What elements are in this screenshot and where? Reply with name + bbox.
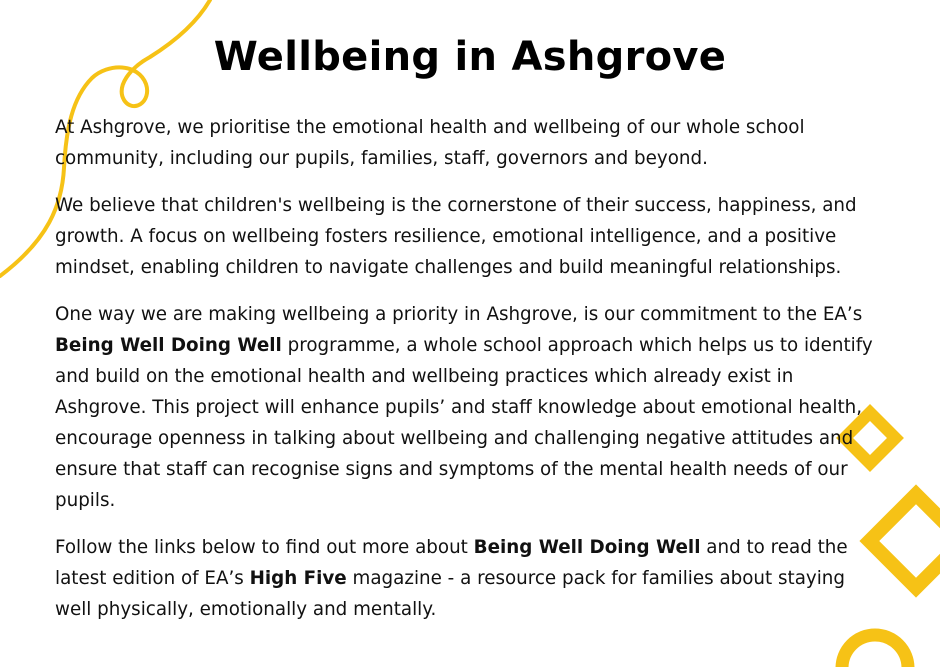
links-text-end: magazine - a resource pack for families about staying well physically, emotionally and mentally.: [55, 568, 845, 620]
paragraph-intro: At Ashgrove, we prioritise the emotional health and wellbeing of our whole school community, including our pupils, families, staff, governors and beyond.: [55, 117, 805, 169]
links-text-middle: and to read the latest edition of EA’s: [55, 537, 848, 589]
links-text-start: Follow the links below to find out more about: [55, 537, 474, 558]
programme-text-end: programme, a whole school approach which helps us to identify and build on the emotional health and wellbeing practices which already exist in Ashgrove. This project will enhance pupils’ and staff knowledge about emotional health, encourage openness in talking about wellbeing and challenging negative attitudes and ensure that staff can recognise signs and symptoms of the mental health needs of our pupils.: [55, 335, 873, 511]
large-diamond: [869, 494, 940, 587]
programme-name: Being Well Doing Well: [55, 335, 282, 356]
page-title: Wellbeing in Ashgrove: [213, 34, 727, 80]
magazine-name: High Five: [249, 568, 347, 589]
paragraph-belief: We believe that children's wellbeing is the cornerstone of their success, happiness, and growth. A focus on wellbeing fosters resilience, emotional intelligence, and a positive mindset, enabling children to navigate challenges and build meaningful relationships.: [55, 195, 857, 278]
programme-name-2: Being Well Doing Well: [473, 537, 701, 558]
programme-text-start: One way we are making wellbeing a priority in Ashgrove, is our commitment to the EA’s: [55, 304, 863, 325]
body-text: [55, 112, 875, 641]
paragraph-links: [55, 532, 875, 625]
paragraph-programme: [55, 299, 875, 516]
